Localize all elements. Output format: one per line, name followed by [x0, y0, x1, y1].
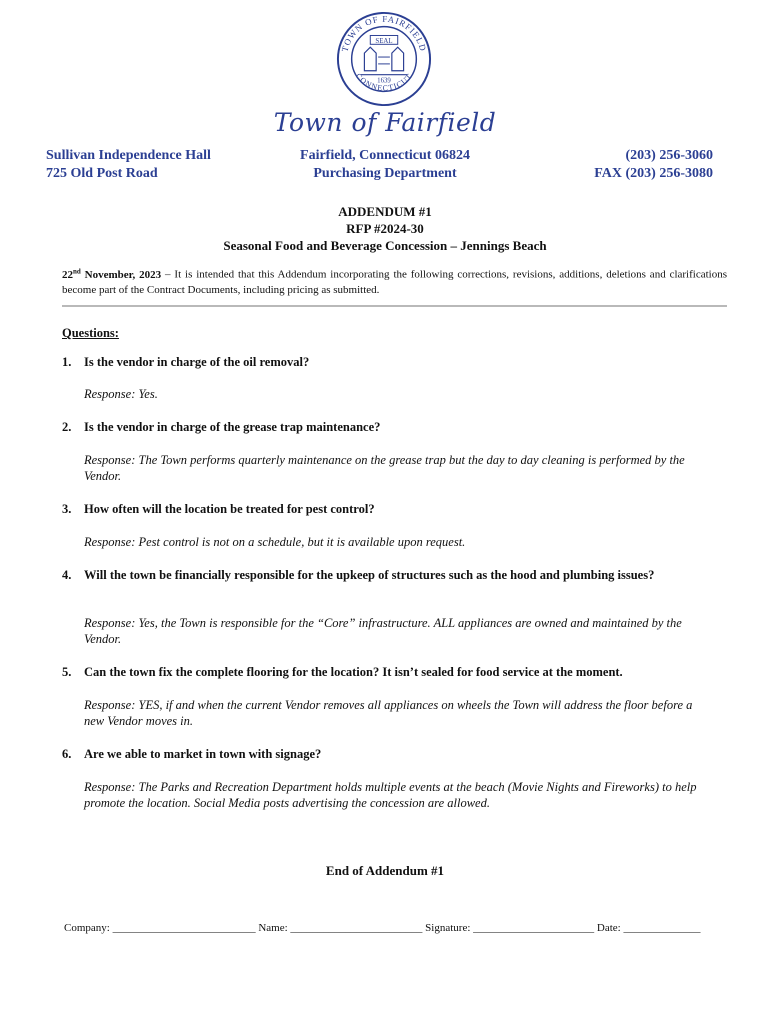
response-6: Response: The Parks and Recreation Department holds multiple events at the beach (Movie Nights and Fireworks) to help promote the location. Social Media posts advertising the concession are allowed. — [84, 780, 697, 810]
town-name-wordmark: Town of Fairfield — [273, 108, 497, 137]
questions-heading: Questions: — [62, 326, 119, 340]
question-3: 3. How often will the location be treated for pest control? — [62, 502, 375, 516]
letterhead-building: Sullivan Independence Hall — [46, 148, 211, 163]
svg-text:TOWN OF FAIRFIELD: TOWN OF FAIRFIELD — [339, 13, 429, 53]
svg-text:SEAL: SEAL — [375, 37, 393, 45]
svg-text:CONNECTICUT: CONNECTICUT — [353, 71, 415, 93]
letterhead-street: 725 Old Post Road — [46, 166, 158, 181]
response-2: Response: The Town performs quarterly maintenance on the grease trap but the day to day cleaning is performed by the Vendor. — [84, 453, 685, 483]
response-1: Response: Yes. — [84, 387, 158, 401]
town-seal-logo — [335, 10, 433, 108]
question-4: 4. Will the town be financially responsible for the upkeep of structures such as the hood and plumbing issues? — [62, 568, 655, 582]
signature-line — [64, 922, 700, 934]
intro-text: – It is intended that this Addendum incorporating the following corrections, revisions, additions, deletions and clarifications become part of the Contract Documents, including pricing as submitted. — [62, 268, 727, 296]
response-5: Response: YES, if and when the current Vendor removes all appliances on wheels the Town will address the floor before a new Vendor moves in. — [84, 698, 693, 728]
rfp-title: Seasonal Food and Beverage Concession – Jennings Beach — [223, 238, 547, 253]
date-field[interactable]: Date: ______________ — [596, 922, 701, 934]
question-2: 2. Is the vendor in charge of the grease trap maintenance? — [62, 420, 381, 434]
svg-text:1639: 1639 — [377, 77, 391, 85]
letterhead-fax: FAX (203) 256-3080 — [594, 166, 713, 181]
company-field[interactable]: Company: __________________________ — [64, 922, 256, 934]
letterhead-department: Purchasing Department — [313, 166, 457, 181]
letterhead-city: Fairfield, Connecticut 06824 — [300, 148, 470, 163]
letterhead-phone-fax — [594, 147, 713, 183]
end-of-addendum: End of Addendum #1 — [325, 863, 445, 878]
question-1: 1. Is the vendor in charge of the oil removal? — [62, 355, 310, 369]
section-divider — [62, 305, 727, 307]
name-field[interactable]: Name: ________________________ — [258, 922, 423, 934]
intro-paragraph — [62, 264, 727, 298]
rfp-number: RFP #2024-30 — [346, 221, 424, 236]
signature-field[interactable]: Signature: ______________________ — [425, 922, 595, 934]
letterhead-phone: (203) 256-3060 — [625, 148, 713, 163]
document-title — [0, 203, 770, 254]
addendum-number: ADDENDUM #1 — [338, 204, 432, 219]
response-3: Response: Pest control is not on a schedule, but it is available upon request. — [84, 535, 466, 549]
intro-date: 22nd November, 2023 — [62, 267, 162, 281]
response-4: Response: Yes, the Town is responsible for the “Core” infrastructure. ALL appliances are owned and maintained by the Vendor. — [84, 616, 682, 646]
question-6: 6. Are we able to market in town with signage? — [62, 747, 322, 761]
question-5: 5. Can the town fix the complete flooring for the location? It isn’t sealed for food service at the moment. — [62, 665, 623, 679]
